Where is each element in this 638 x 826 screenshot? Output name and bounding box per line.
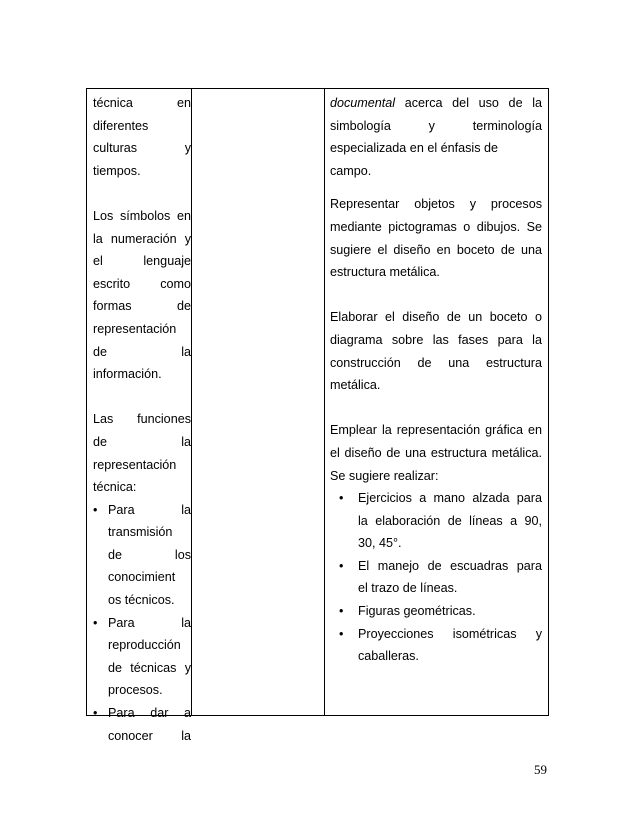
page-number: 59: [534, 762, 547, 777]
list-item: [330, 487, 542, 555]
text-line: conocimient: [108, 570, 176, 585]
text-line: transmisión: [108, 525, 173, 540]
list-item: [330, 555, 542, 600]
list-item: [93, 499, 191, 612]
list-item: [330, 623, 542, 668]
bullet-icon: •: [93, 615, 98, 630]
text-line: de los: [108, 547, 191, 562]
text-line: de la: [93, 344, 191, 359]
bullet-icon: •: [93, 706, 98, 721]
text-line: Representar objetos y procesos: [330, 197, 542, 212]
column-divider-1: [191, 89, 192, 715]
list-item: [93, 612, 191, 702]
text-line: El manejo de escuadras para: [358, 558, 542, 573]
text-line: Emplear la representación gráfica en: [330, 423, 542, 438]
text-line: conocer la: [108, 728, 191, 743]
bullet-icon: •: [93, 502, 98, 517]
text-line: 30, 45°.: [358, 536, 402, 551]
text-line: caballeras.: [358, 649, 419, 664]
italic-word: documental: [330, 96, 396, 110]
text-line: Proyecciones isométricas y: [358, 626, 542, 641]
text-line: os técnicos.: [108, 593, 175, 608]
text-line: sugiere el diseño en boceto de una: [330, 242, 542, 257]
text-line: metálica.: [330, 378, 381, 393]
bullet-icon: •: [339, 626, 344, 641]
text-line: reproducción: [108, 638, 181, 653]
text-line: culturas y: [93, 141, 191, 156]
text-line: procesos.: [108, 683, 163, 698]
text-line: representación: [93, 321, 177, 336]
text-line: Los símbolos en: [93, 208, 191, 223]
column-contents: [330, 92, 542, 668]
text-line: de técnicas y: [108, 660, 191, 675]
text-line: formas de: [93, 299, 191, 314]
text-line: representación: [93, 457, 177, 472]
text-line: escrito como: [93, 276, 191, 291]
text-line: diagrama sobre las fases para la: [330, 332, 542, 347]
content-table: [86, 88, 549, 743]
text-line: estructura metálica.: [330, 265, 440, 280]
text-line: Se sugiere realizar:: [330, 468, 439, 483]
text-line: técnica en: [93, 96, 191, 110]
text-line: tiempos.: [93, 163, 141, 178]
text-line: Ejercicios a mano alzada para: [358, 491, 542, 506]
text-line: la elaboración de líneas a 90,: [358, 513, 542, 528]
text-line: mediante pictogramas o dibujos. Se: [330, 219, 542, 234]
list-item: [330, 600, 542, 623]
text-line: construcción de una estructura: [330, 355, 542, 370]
text-line: Elaborar el diseño de un boceto o: [330, 310, 542, 325]
text-line: Para la: [108, 502, 191, 517]
column-divider-2: [324, 89, 325, 715]
text-line: diferentes: [93, 118, 149, 133]
text-line: Las funciones: [93, 412, 191, 427]
bullet-icon: •: [339, 558, 344, 573]
bullet-icon: •: [339, 604, 344, 619]
text-line: especializada en el énfasis de campo.: [330, 141, 499, 178]
text-line: información.: [93, 367, 162, 382]
text-line: el diseño de una estructura metálica.: [330, 445, 542, 460]
text-line: técnica:: [93, 480, 137, 495]
text-line: el lenguaje: [93, 254, 191, 269]
text-line: el trazo de líneas.: [358, 581, 458, 596]
text-line: Para dar a: [108, 706, 191, 721]
text-line: simbología y terminología: [330, 118, 542, 133]
text-line: Figuras geométricas.: [358, 604, 476, 619]
column-contents: [93, 92, 191, 747]
text-line: la numeración y: [93, 231, 191, 246]
text-fragment: acerca del uso de la: [404, 96, 543, 110]
text-line: de la: [93, 434, 191, 449]
list-item: [93, 702, 191, 747]
text-line: Para la: [108, 615, 191, 630]
text-line: [330, 92, 542, 115]
bullet-icon: •: [339, 491, 344, 506]
